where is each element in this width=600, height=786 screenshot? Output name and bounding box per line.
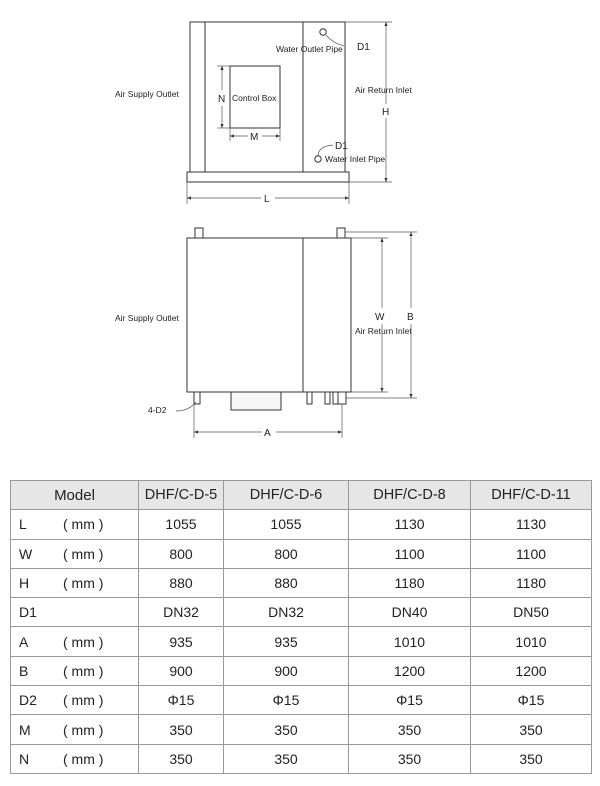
d1-outlet-label: D1 bbox=[357, 42, 370, 53]
bottom-lug-right bbox=[338, 392, 346, 404]
bottom-lug-left bbox=[194, 392, 200, 404]
table-row bbox=[11, 715, 592, 744]
bottom-pipe-2 bbox=[325, 392, 330, 404]
value-cell: 880 bbox=[224, 568, 349, 597]
value-cell: 1010 bbox=[349, 627, 471, 656]
param-name: W bbox=[19, 545, 33, 562]
value-cell: 350 bbox=[224, 715, 349, 744]
value-cell: 935 bbox=[224, 627, 349, 656]
top-view-base bbox=[187, 172, 349, 182]
value-cell: 350 bbox=[139, 744, 224, 773]
param-cell bbox=[11, 715, 139, 744]
param-cell bbox=[11, 510, 139, 539]
header-col-1: DHF/C-D-5 bbox=[139, 481, 224, 510]
value-cell: 1055 bbox=[139, 510, 224, 539]
value-cell: 350 bbox=[224, 744, 349, 773]
front-view bbox=[115, 228, 417, 439]
value-cell: 1130 bbox=[349, 510, 471, 539]
value-cell: 350 bbox=[471, 715, 592, 744]
value-cell: 935 bbox=[139, 627, 224, 656]
param-unit: ( mm ) bbox=[63, 750, 104, 767]
top-lug-right bbox=[337, 228, 345, 238]
value-cell: Φ15 bbox=[471, 686, 592, 715]
value-cell: 1010 bbox=[471, 627, 592, 656]
table-row bbox=[11, 568, 592, 597]
table-row bbox=[11, 744, 592, 773]
top-lug-left bbox=[195, 228, 203, 238]
param-unit: ( mm ) bbox=[63, 662, 104, 679]
table-row bbox=[11, 686, 592, 715]
param-unit: ( mm ) bbox=[63, 575, 104, 592]
header-model: Model bbox=[11, 481, 139, 510]
a-label: A bbox=[264, 428, 271, 439]
table-row bbox=[11, 598, 592, 627]
param-unit: ( mm ) bbox=[63, 721, 104, 738]
param-name: N bbox=[19, 750, 30, 767]
param-name: A bbox=[19, 633, 29, 650]
b-label: B bbox=[407, 312, 414, 323]
water-outlet-pipe-circle bbox=[320, 29, 326, 35]
d1-inlet-label: D1 bbox=[335, 141, 348, 152]
header-col-3: DHF/C-D-8 bbox=[349, 481, 471, 510]
table-row bbox=[11, 627, 592, 656]
param-name: B bbox=[19, 662, 29, 679]
water-inlet-pipe-circle bbox=[315, 156, 321, 162]
param-cell bbox=[11, 598, 139, 627]
value-cell: 1100 bbox=[471, 539, 592, 568]
air-return-inlet-label-front: Air Return Inlet bbox=[355, 326, 412, 336]
value-cell: 1200 bbox=[349, 656, 471, 685]
value-cell: 1180 bbox=[471, 568, 592, 597]
value-cell: 900 bbox=[224, 656, 349, 685]
d2-leader bbox=[176, 402, 196, 411]
table-header-row bbox=[11, 481, 592, 510]
value-cell: 1055 bbox=[224, 510, 349, 539]
param-unit: ( mm ) bbox=[63, 545, 104, 562]
param-unit: ( mm ) bbox=[63, 692, 104, 709]
water-inlet-pipe-label: Water Inlet Pipe bbox=[325, 154, 386, 164]
air-supply-outlet-label-top: Air Supply Outlet bbox=[115, 89, 179, 99]
param-name: H bbox=[19, 575, 30, 592]
param-unit: ( mm ) bbox=[63, 516, 104, 533]
value-cell: 350 bbox=[349, 715, 471, 744]
air-supply-outlet-label-front: Air Supply Outlet bbox=[115, 313, 179, 323]
m-label: M bbox=[250, 132, 259, 143]
table-row bbox=[11, 510, 592, 539]
value-cell: Φ15 bbox=[349, 686, 471, 715]
header-col-4: DHF/C-D-11 bbox=[471, 481, 592, 510]
param-cell bbox=[11, 539, 139, 568]
table-row bbox=[11, 539, 592, 568]
value-cell: 350 bbox=[139, 715, 224, 744]
header-col-2: DHF/C-D-6 bbox=[224, 481, 349, 510]
value-cell: DN40 bbox=[349, 598, 471, 627]
table-row bbox=[11, 656, 592, 685]
bottom-drain-box bbox=[231, 392, 281, 410]
value-cell: Φ15 bbox=[139, 686, 224, 715]
value-cell: DN32 bbox=[224, 598, 349, 627]
param-cell bbox=[11, 686, 139, 715]
value-cell: 350 bbox=[349, 744, 471, 773]
bottom-pipe-1 bbox=[307, 392, 312, 404]
value-cell: 1100 bbox=[349, 539, 471, 568]
param-cell bbox=[11, 627, 139, 656]
n-label: N bbox=[218, 94, 226, 105]
param-cell bbox=[11, 568, 139, 597]
h-label: H bbox=[382, 107, 390, 118]
value-cell: 880 bbox=[139, 568, 224, 597]
param-name: D1 bbox=[19, 604, 37, 621]
value-cell: 900 bbox=[139, 656, 224, 685]
front-view-casing bbox=[187, 238, 351, 392]
w-label: W bbox=[375, 312, 385, 323]
d2-label: 4-D2 bbox=[148, 405, 167, 415]
value-cell: 800 bbox=[139, 539, 224, 568]
value-cell: Φ15 bbox=[224, 686, 349, 715]
param-cell bbox=[11, 656, 139, 685]
value-cell: 1180 bbox=[349, 568, 471, 597]
value-cell: DN50 bbox=[471, 598, 592, 627]
spec-table bbox=[10, 480, 592, 774]
param-unit: ( mm ) bbox=[63, 633, 104, 650]
air-return-inlet-label-top: Air Return Inlet bbox=[355, 85, 412, 95]
value-cell: 800 bbox=[224, 539, 349, 568]
param-name: D2 bbox=[19, 692, 37, 709]
value-cell: 350 bbox=[471, 744, 592, 773]
bottom-pipe-3 bbox=[333, 392, 338, 404]
l-label: L bbox=[264, 194, 270, 205]
value-cell: 1130 bbox=[471, 510, 592, 539]
value-cell: 1200 bbox=[471, 656, 592, 685]
top-view bbox=[115, 22, 412, 205]
param-cell bbox=[11, 744, 139, 773]
param-name: M bbox=[19, 721, 31, 738]
water-outlet-pipe-label: Water Outlet Pipe bbox=[276, 44, 343, 54]
value-cell: DN32 bbox=[139, 598, 224, 627]
control-box-label: Control Box bbox=[232, 93, 277, 103]
table-body bbox=[11, 510, 592, 774]
param-name: L bbox=[19, 516, 27, 533]
